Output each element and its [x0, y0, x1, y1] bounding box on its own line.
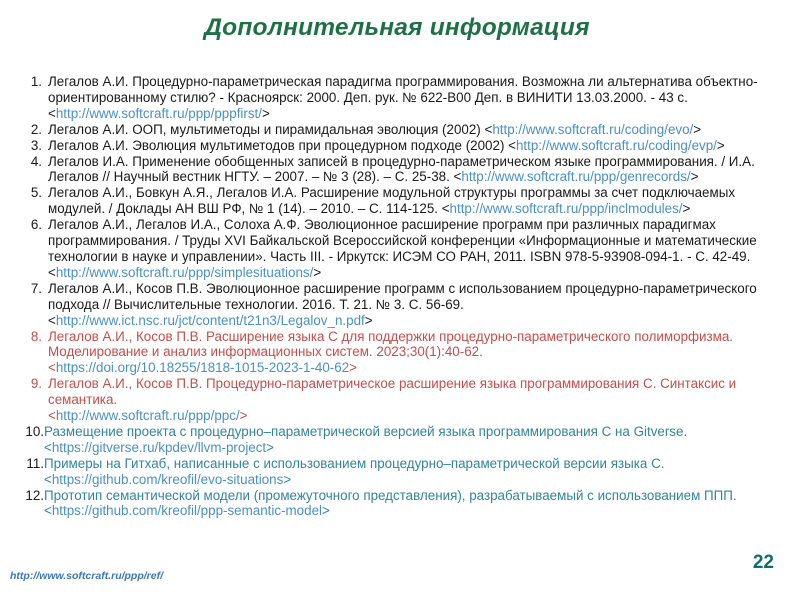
reference-citation: Легалов А.И. Эволюция мультиметодов при процедурном подходе (2002) — [48, 137, 505, 153]
reference-link-close-bracket: > — [682, 201, 691, 217]
reference-list — [14, 74, 782, 519]
reference-item — [14, 488, 782, 520]
reference-item — [14, 74, 782, 122]
reference-link-close-bracket: > — [266, 439, 274, 455]
reference-link[interactable]: http://www.ict.nsc.ru/jct/content/t21n3/Legalov_n.pdf — [55, 312, 365, 328]
reference-link-close-bracket: > — [239, 408, 248, 424]
reference-citation: Легалов А.И., Косов П.В. Процедурно-параметрическое расширение языка программирования С. Синтаксис и семантика. — [48, 376, 737, 408]
reference-link-open-bracket: < — [449, 169, 462, 185]
reference-number: 5. — [30, 185, 42, 201]
reference-item — [14, 424, 782, 456]
reference-item — [14, 154, 782, 186]
reference-text — [43, 217, 782, 281]
reference-link-close-bracket: > — [322, 503, 330, 519]
reference-number: 7. — [30, 280, 42, 296]
reference-text — [44, 488, 782, 520]
reference-number: 8. — [30, 328, 42, 344]
reference-link-close-bracket: > — [261, 105, 270, 121]
reference-link-open-bracket: < — [48, 105, 56, 121]
reference-link-open-bracket: < — [48, 408, 56, 424]
reference-citation: Легалов И.А. Применение обобщенных записей в процедурно-параметрическом языке программирования. / И.А. Легалов // Научный вестник НГТУ. – 2007. – № 3 (28). – С. 25-38. — [48, 153, 755, 185]
reference-link-open-bracket: < — [44, 471, 52, 487]
reference-citation: Размещение проекта с процедурно–параметрической версией языка программирования C на Gitverse. — [44, 423, 688, 439]
reference-item — [14, 329, 782, 377]
reference-number: 10. — [25, 423, 44, 439]
reference-number: 1. — [30, 74, 42, 89]
reference-item — [14, 185, 782, 217]
reference-citation: Легалов А.И. ООП, мультиметоды и пирамидальная эволюция (2002) — [48, 121, 481, 137]
reference-text — [43, 74, 782, 122]
reference-link[interactable]: http://www.softcraft.ru/coding/evo/ — [492, 121, 694, 137]
reference-citation: Легалов А.И., Легалов И.А., Солоха А.Ф. Эволюционное расширение программ при различных парадигмах программирования. / Труды XVI Байкальской Всероссийской конференции «Информационные и математические технологии в науке и управлении». Часть III. - Иркутск: ИСЭМ СО РАН, 2011. ISBN 978-5-93908-094-1. - С. 42-49. — [48, 217, 757, 264]
reference-link-open-bracket: < — [48, 360, 56, 376]
reference-link-close-bracket: > — [716, 137, 725, 153]
reference-link-open-bracket: < — [44, 503, 52, 519]
reference-link-open-bracket: < — [48, 312, 56, 328]
reference-link[interactable]: https://github.com/kreofil/evo-situations — [51, 471, 284, 487]
reference-text — [44, 424, 782, 456]
reference-link-open-bracket: < — [48, 264, 56, 280]
reference-link-open-bracket: < — [438, 201, 450, 217]
reference-link-open-bracket: < — [480, 121, 493, 137]
reference-link-close-bracket: > — [349, 360, 357, 376]
reference-item — [14, 281, 782, 329]
reference-item — [14, 122, 782, 138]
reference-text — [43, 185, 782, 217]
reference-link[interactable]: https://github.com/kreofil/ppp-semantic-model — [51, 503, 322, 519]
reference-citation: Легалов А.И. Процедурно-параметрическая парадигма программирования. Возможна ли альтернатива объектно-ориентированному стилю? - Красноярск: 2000. Деп. рук. № 622-В00 Деп. в ВИНИТИ 13.03.2000. - 43 с. — [48, 74, 758, 105]
reference-citation: Легалов А.И., Косов П.В. Эволюционное расширение программ с использованием процедурно-параметрического подхода // Вычислительные технологии. 2016. Т. 21. № 3. С. 56-69. — [48, 280, 757, 312]
reference-link[interactable]: http://www.softcraft.ru/ppp/genrecords/ — [461, 169, 691, 185]
reference-link-close-bracket: > — [364, 312, 373, 328]
reference-link[interactable]: https://gitverse.ru/kpdev/llvm-project — [51, 439, 267, 455]
page-title: Дополнительная информация — [204, 14, 590, 41]
reference-link-open-bracket: < — [44, 439, 52, 455]
reference-text — [43, 138, 782, 154]
reference-link-close-bracket: > — [283, 471, 292, 487]
reference-number: 9. — [30, 376, 42, 392]
reference-number: 2. — [30, 121, 42, 137]
footer-url[interactable]: http://www.softcraft.ru/ppp/ref/ — [10, 570, 164, 582]
reference-text — [44, 456, 782, 488]
reference-text — [43, 281, 782, 329]
reference-link-close-bracket: > — [693, 121, 702, 137]
reference-text — [43, 329, 782, 377]
reference-link[interactable]: http://www.softcraft.ru/ppp/pppfirst/ — [55, 105, 262, 121]
reference-citation: Прототип семантической модели (промежуточного представления), разрабатываемый с использованием ППП. — [44, 487, 737, 503]
reference-item — [14, 456, 782, 488]
reference-number: 11. — [26, 455, 44, 471]
reference-link[interactable]: http://www.softcraft.ru/ppp/simplesituations/ — [55, 264, 314, 280]
reference-number: 12. — [25, 487, 44, 503]
reference-text — [43, 122, 782, 138]
reference-item — [14, 138, 782, 154]
reference-citation: Легалов А.И., Косов П.В. Расширение языка C для поддержки процедурно-параметрического полиморфизма. Моделирование и анализ информационных систем. 2023;30(1):40-62. — [48, 328, 734, 360]
page-number: 22 — [752, 552, 774, 573]
reference-item — [14, 217, 782, 281]
reference-link-open-bracket: < — [504, 137, 516, 153]
reference-link[interactable]: http://www.softcraft.ru/ppp/inclmodules/ — [449, 201, 683, 217]
reference-item — [14, 376, 782, 424]
reference-citation: Легалов А.И., Бовкун А.Я., Легалов И.А. Расширение модульной структуры программы за счет подключаемых модулей. / Доклады АН ВШ РФ, № 1 (14). – 2010. – С. 114-125. — [48, 185, 736, 217]
reference-text — [43, 376, 782, 424]
reference-number: 4. — [30, 153, 42, 169]
reference-link-close-bracket: > — [313, 264, 322, 280]
reference-link-close-bracket: > — [690, 169, 699, 185]
reference-text — [43, 154, 782, 186]
reference-number: 6. — [30, 217, 42, 233]
reference-link[interactable]: http://www.softcraft.ru/coding/evp/ — [515, 137, 717, 153]
reference-link[interactable]: https://doi.org/10.18255/1818-1015-2023-1-40-62 — [55, 360, 350, 376]
reference-link[interactable]: http://www.softcraft.ru/ppp/ppc/ — [55, 408, 240, 424]
reference-citation: Примеры на Гитхаб, написанные с использованием процедурно–параметрической версии языка C. — [44, 455, 665, 471]
reference-number: 3. — [30, 137, 42, 153]
